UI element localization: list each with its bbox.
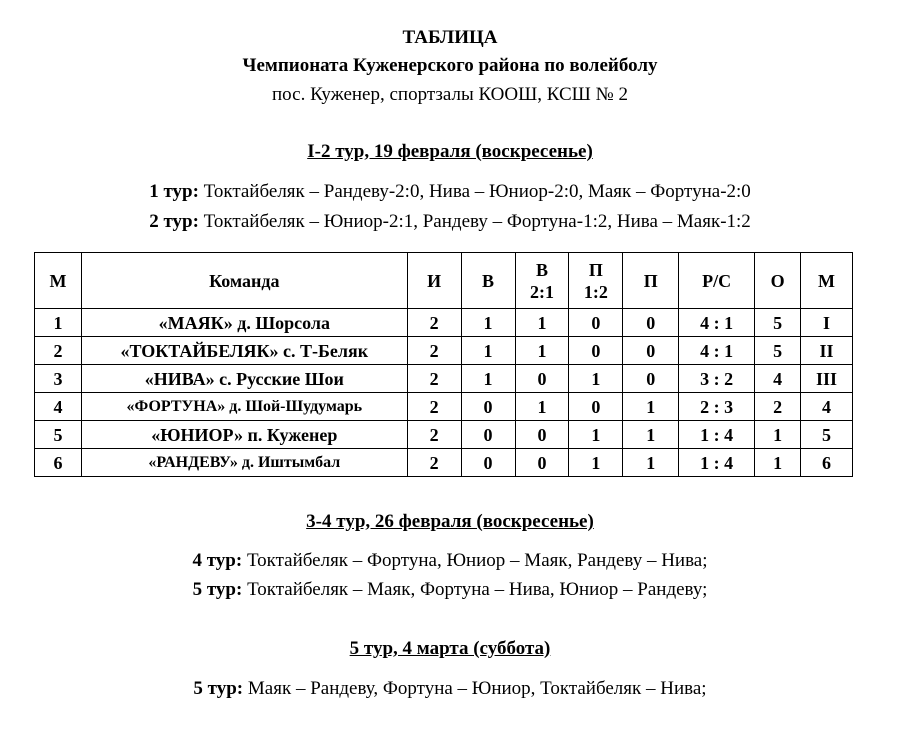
header-team: Команда [81,253,407,309]
cell-team: «ФОРТУНА» д. Шой-Шудумарь [81,393,407,421]
cell-points: 5 [755,309,801,337]
cell-team: «НИВА» с. Русские Шои [81,365,407,393]
standings-table [34,252,853,477]
cell-wins-2-1: 1 [515,337,569,365]
cell-losses: 1 [623,393,679,421]
cell-sets: 2 : 3 [679,393,755,421]
round-line [0,181,900,203]
round-line [0,550,900,572]
cell-losses: 0 [623,337,679,365]
cell-wins-2-1: 1 [515,393,569,421]
cell-losses: 1 [623,449,679,477]
header-place: М [35,253,82,309]
cell-number: 2 [35,337,82,365]
cell-place: I [801,309,853,337]
round-matches: Токтайбеляк – Маяк, Фортуна – Нива, Юниор – Рандеву; [242,579,708,600]
cell-number: 4 [35,393,82,421]
cell-losses-1-2: 1 [569,421,623,449]
cell-team: «РАНДЕВУ» д. Иштымбал [81,449,407,477]
round-matches: Токтайбеляк – Рандеву-2:0, Нива – Юниор-2:0, Маяк – Фортуна-2:0 [198,181,751,202]
cell-losses: 1 [623,421,679,449]
cell-sets: 4 : 1 [679,309,755,337]
header-final-place: М [801,253,853,309]
cell-points: 5 [755,337,801,365]
table-header-row [35,253,853,309]
cell-games: 2 [407,365,461,393]
cell-wins: 0 [461,393,515,421]
section-heading-1: I-2 тур, 19 февраля (воскресенье) [307,141,593,162]
header-points: О [755,253,801,309]
round-label: 1 тур: [149,181,199,202]
round-line [0,579,900,601]
cell-games: 2 [407,421,461,449]
cell-sets: 4 : 1 [679,337,755,365]
cell-points: 1 [755,421,801,449]
table-row [35,421,853,449]
cell-team: «ЮНИОР» п. Куженер [81,421,407,449]
cell-sets: 1 : 4 [679,449,755,477]
cell-wins: 1 [461,365,515,393]
cell-points: 2 [755,393,801,421]
round-line [0,678,900,700]
cell-number: 3 [35,365,82,393]
document-title: ТАБЛИЦА [402,27,498,48]
cell-losses-1-2: 0 [569,337,623,365]
cell-games: 2 [407,393,461,421]
cell-number: 5 [35,421,82,449]
cell-number: 6 [35,449,82,477]
cell-place: III [801,365,853,393]
round-label: 4 тур: [192,550,243,571]
round-matches: Маяк – Рандеву, Фортуна – Юниор, Токтайбеляк – Нива; [243,678,707,699]
cell-games: 2 [407,449,461,477]
section-heading-2: 3-4 тур, 26 февраля (воскресенье) [306,511,594,532]
section-heading-3: 5 тур, 4 марта (суббота) [349,638,551,659]
cell-losses: 0 [623,365,679,393]
header-wins-2-1: В 2:1 [515,253,569,309]
document-subtitle: Чемпионата Куженерского района по волейболу [242,55,658,76]
cell-wins-2-1: 0 [515,421,569,449]
cell-number: 1 [35,309,82,337]
cell-losses-1-2: 1 [569,449,623,477]
cell-wins-2-1: 1 [515,309,569,337]
cell-wins-2-1: 0 [515,365,569,393]
cell-place: II [801,337,853,365]
header-losses-1-2: П 1:2 [569,253,623,309]
header-wins: В [461,253,515,309]
round-label: 5 тур: [193,678,244,699]
cell-place: 6 [801,449,853,477]
cell-losses-1-2: 0 [569,309,623,337]
cell-team: «МАЯК» д. Шорсола [81,309,407,337]
table-row [35,365,853,393]
cell-sets: 1 : 4 [679,421,755,449]
round-matches: Токтайбеляк – Юниор-2:1, Рандеву – Фортуна-1:2, Нива – Маяк-1:2 [198,211,751,232]
venue-line: пос. Куженер, спортзалы КООШ, КСШ № 2 [272,84,628,105]
cell-team: «ТОКТАЙБЕЛЯК» с. Т-Беляк [81,337,407,365]
cell-wins: 1 [461,309,515,337]
table-row [35,337,853,365]
cell-losses: 0 [623,309,679,337]
cell-wins: 1 [461,337,515,365]
header-games: И [407,253,461,309]
round-matches: Токтайбеляк – Фортуна, Юниор – Маяк, Рандеву – Нива; [242,550,708,571]
round-line [0,211,900,233]
round-label: 2 тур: [149,211,199,232]
cell-sets: 3 : 2 [679,365,755,393]
cell-place: 4 [801,393,853,421]
cell-wins-2-1: 0 [515,449,569,477]
cell-games: 2 [407,309,461,337]
cell-points: 1 [755,449,801,477]
table-row [35,309,853,337]
cell-points: 4 [755,365,801,393]
cell-losses-1-2: 0 [569,393,623,421]
round-label: 5 тур: [192,579,243,600]
cell-games: 2 [407,337,461,365]
header-losses: П [623,253,679,309]
cell-wins: 0 [461,421,515,449]
header-sets: Р/С [679,253,755,309]
cell-losses-1-2: 1 [569,365,623,393]
table-row [35,449,853,477]
table-row [35,393,853,421]
cell-wins: 0 [461,449,515,477]
cell-place: 5 [801,421,853,449]
